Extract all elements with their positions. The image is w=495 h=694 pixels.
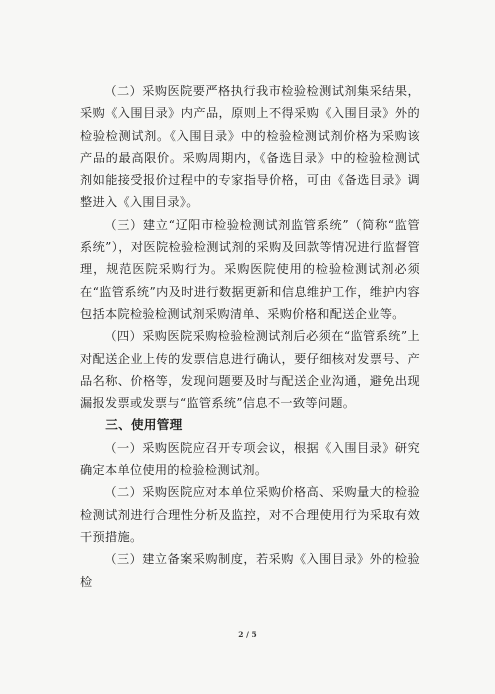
document-body — [80, 80, 420, 593]
paragraph-supervision-system: （三）建立“辽阳市检验检测试剂监管系统”（简称“监管系统”），对医院检验检测试剂的采购及回款等情况进行监督管理，规范医院采购行为。采购医院使用的检验检测试剂必须在“监管系统”内及时进行数据更新和信息维护工作，维护内容包括本院检验检测试剂采购清单、采购价格和配送企业等。 — [80, 217, 420, 321]
paragraph-filing-procurement: （三）建立备案采购制度，若采购《入围目录》外的检验检 — [80, 552, 420, 589]
page-number: 2 / 5 — [238, 630, 257, 639]
paragraph-special-meeting: （一）采购医院应召开专项会议，根据《入围目录》研究确定本单位使用的检验检测试剂。 — [80, 440, 420, 478]
section-heading-usage-management: 三、使用管理 — [105, 417, 183, 433]
paragraph-rational-analysis: （二）采购医院应对本单位采购价格高、采购量大的检验检测试剂进行合理性分析及监控，对不合理使用行为采取有效干预措施。 — [80, 485, 420, 544]
paragraph-procurement-catalog: （二）采购医院要严格执行我市检验检测试剂集采结果，采购《入围目录》内产品，原则上不得采购《入围目录》外的检验检测试剂。《入围目录》中的检验检测试剂价格为采购该产品的最高限价。采购周期内，《备选目录》中的检验检测试剂如能接受报价过程中的专家指导价格，可由《备选目录》调整进入《入围目录》。 — [80, 84, 420, 210]
paragraph-invoice-confirmation: （四）采购医院采购检验检测试剂后必须在“监管系统”上对配送企业上传的发票信息进行确认，要仔细核对发票号、产品名称、价格等，发现问题要及时与配送企业沟通，避免出现漏报发票或发票与“监管系统”信息不一致等问题。 — [80, 329, 420, 411]
